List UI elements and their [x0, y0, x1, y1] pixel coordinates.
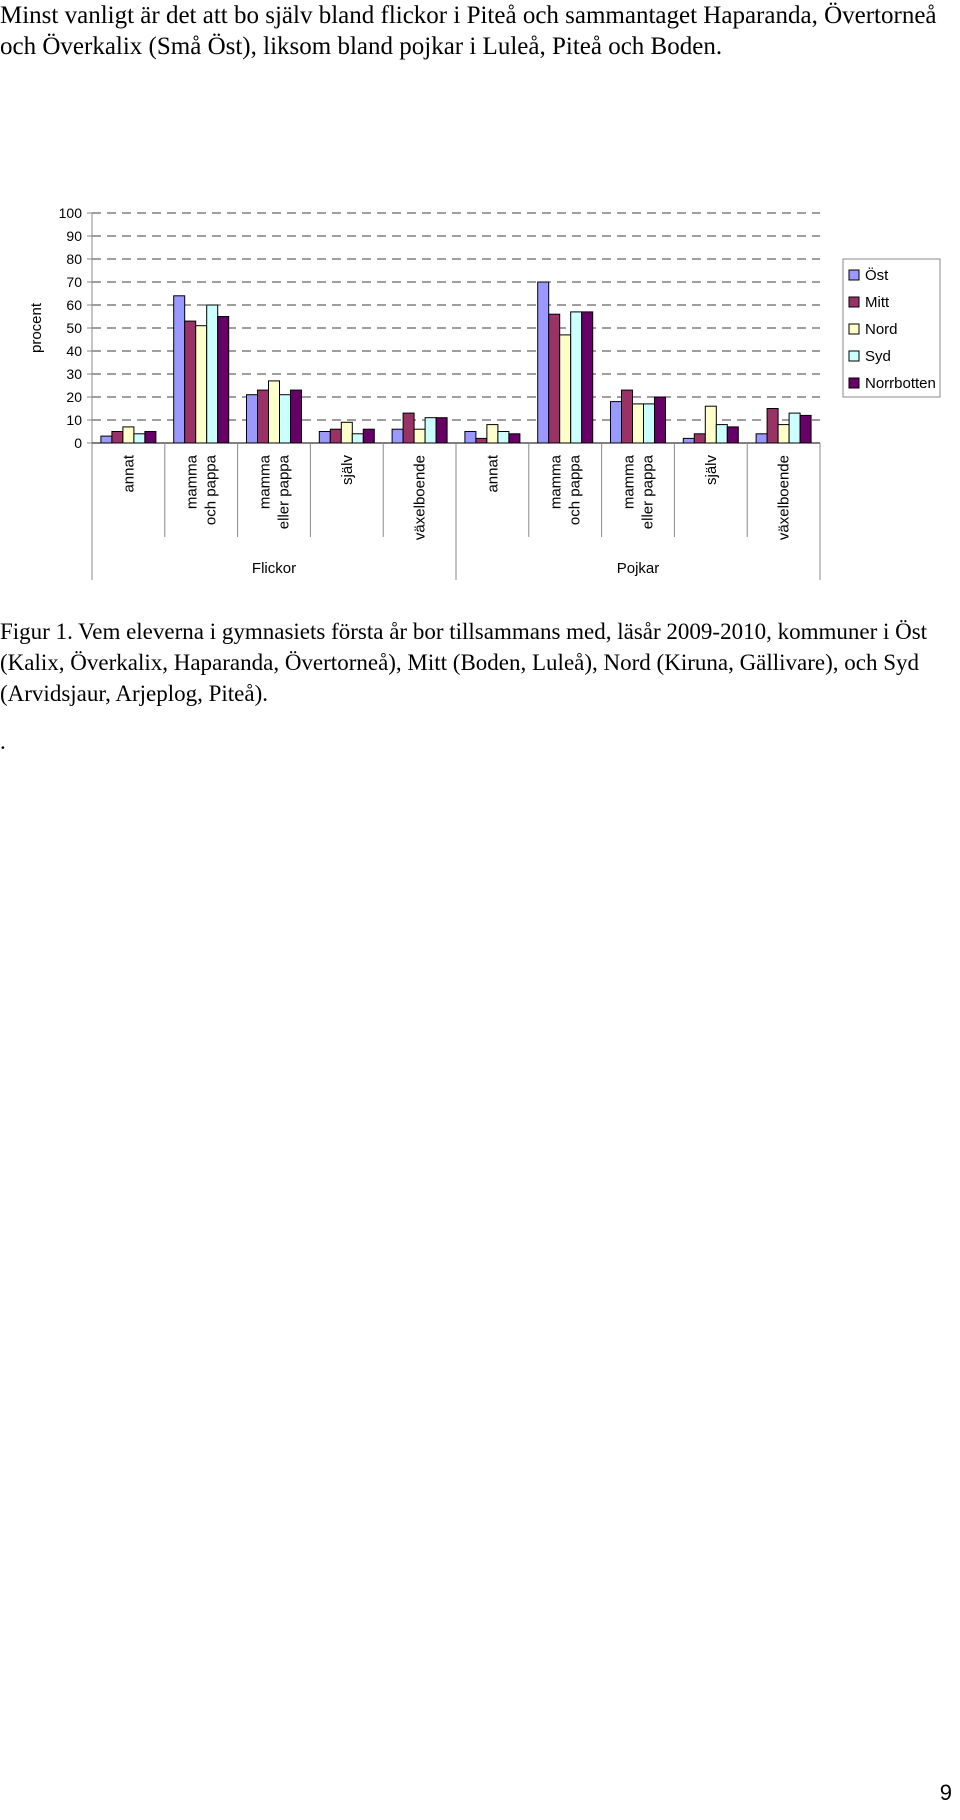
bar-syd-8 [644, 404, 655, 443]
bar-öst-6 [465, 432, 476, 444]
grouped-bar-chart [0, 195, 950, 585]
bar-öst-3 [247, 395, 258, 443]
y-tick-label: 30 [66, 366, 82, 382]
bar-syd-10 [789, 413, 800, 443]
category-label: mamma [256, 455, 274, 510]
bar-nord-7 [560, 335, 571, 443]
legend-swatch [849, 378, 859, 388]
bar-syd-1 [134, 434, 145, 443]
legend-swatch [849, 297, 859, 307]
category-label: annat [120, 455, 138, 493]
category-label: annat [484, 455, 502, 493]
bar-nord-4 [341, 422, 352, 443]
legend-swatch [849, 270, 859, 280]
category-label: och pappa [566, 455, 584, 526]
bar-öst-4 [319, 432, 330, 444]
legend-entry: Nord [865, 321, 898, 338]
bar-mitt-3 [258, 390, 269, 443]
bar-nord-3 [269, 381, 280, 443]
bar-norrbotten-6 [509, 434, 520, 443]
bar-norrbotten-1 [145, 432, 156, 444]
bar-norrbotten-3 [291, 390, 302, 443]
bar-syd-7 [571, 312, 582, 443]
legend-swatch [849, 351, 859, 361]
bar-mitt-6 [476, 438, 487, 443]
legend-entry: Mitt [865, 294, 890, 311]
bar-norrbotten-8 [655, 397, 666, 443]
trailing-dot: . [0, 729, 6, 754]
y-tick-label: 100 [58, 205, 82, 221]
bar-nord-6 [487, 425, 498, 443]
y-tick-label: 80 [66, 251, 82, 267]
category-label: eller pappa [275, 455, 293, 530]
bar-norrbotten-9 [727, 427, 738, 443]
category-label: mamma [183, 455, 201, 510]
bar-öst-7 [538, 282, 549, 443]
figure-caption: Figur 1. Vem eleverna i gymnasiets första år bor tillsammans med, läsår 2009-2010, kommuner i Öst (Kalix, Överkalix, Haparanda, Övertorneå), Mitt (Boden, Luleå), Nord (Kiruna, Gällivare), och Syd (Arvidsjaur, Arjeplog, Piteå). [0, 619, 928, 706]
bar-norrbotten-7 [582, 312, 593, 443]
category-label: växelboende [775, 455, 793, 541]
bar-nord-5 [414, 429, 425, 443]
bar-mitt-1 [112, 432, 123, 444]
bar-öst-1 [101, 436, 112, 443]
y-tick-label: 60 [66, 297, 82, 313]
page-number: 9 [939, 1780, 952, 1805]
y-tick-label: 40 [66, 343, 82, 359]
bar-mitt-9 [694, 434, 705, 443]
legend-swatch [849, 324, 859, 334]
y-tick-label: 70 [66, 274, 82, 290]
y-tick-label: 50 [66, 320, 82, 336]
bar-norrbotten-2 [218, 317, 229, 444]
legend-entry: Öst [865, 267, 889, 284]
legend-entry: Syd [865, 348, 891, 365]
category-label: växelboende [411, 455, 429, 541]
bar-norrbotten-10 [800, 415, 811, 443]
legend-entry: Norrbotten [865, 375, 936, 392]
bar-syd-3 [280, 395, 291, 443]
bar-mitt-10 [767, 409, 778, 444]
bar-norrbotten-4 [363, 429, 374, 443]
bar-syd-6 [498, 432, 509, 444]
bar-mitt-2 [185, 321, 196, 443]
category-label: själv [702, 455, 720, 486]
bar-nord-10 [778, 425, 789, 443]
bar-norrbotten-5 [436, 418, 447, 443]
bar-öst-9 [683, 438, 694, 443]
group-label: Pojkar [616, 560, 660, 577]
bar-mitt-4 [330, 429, 341, 443]
bar-nord-2 [196, 326, 207, 443]
bar-syd-5 [425, 418, 436, 443]
category-label: mamma [620, 455, 638, 510]
category-label: och pappa [202, 455, 220, 526]
y-axis-title: procent [28, 302, 45, 354]
group-label: Flickor [251, 560, 297, 577]
y-tick-label: 10 [66, 412, 82, 428]
bar-öst-10 [756, 434, 767, 443]
bar-nord-1 [123, 427, 134, 443]
intro-paragraph: Minst vanligt är det att bo själv bland flickor i Piteå och sammantaget Haparanda, Övertorneå och Överkalix (Små Öst), liksom bland pojkar i Luleå, Piteå och Boden. [0, 2, 937, 60]
bar-nord-8 [633, 404, 644, 443]
y-tick-label: 0 [74, 435, 82, 451]
bar-öst-2 [174, 296, 185, 443]
bar-mitt-7 [549, 314, 560, 443]
y-tick-label: 20 [66, 389, 82, 405]
bar-öst-8 [611, 402, 622, 443]
bar-mitt-5 [403, 413, 414, 443]
bar-nord-9 [705, 406, 716, 443]
bar-syd-4 [352, 434, 363, 443]
category-label: själv [338, 455, 356, 486]
bar-syd-9 [716, 425, 727, 443]
category-label: eller pappa [639, 455, 657, 530]
bar-mitt-8 [622, 390, 633, 443]
bar-syd-2 [207, 305, 218, 443]
bar-öst-5 [392, 429, 403, 443]
y-tick-label: 90 [66, 228, 82, 244]
category-label: mamma [547, 455, 565, 510]
